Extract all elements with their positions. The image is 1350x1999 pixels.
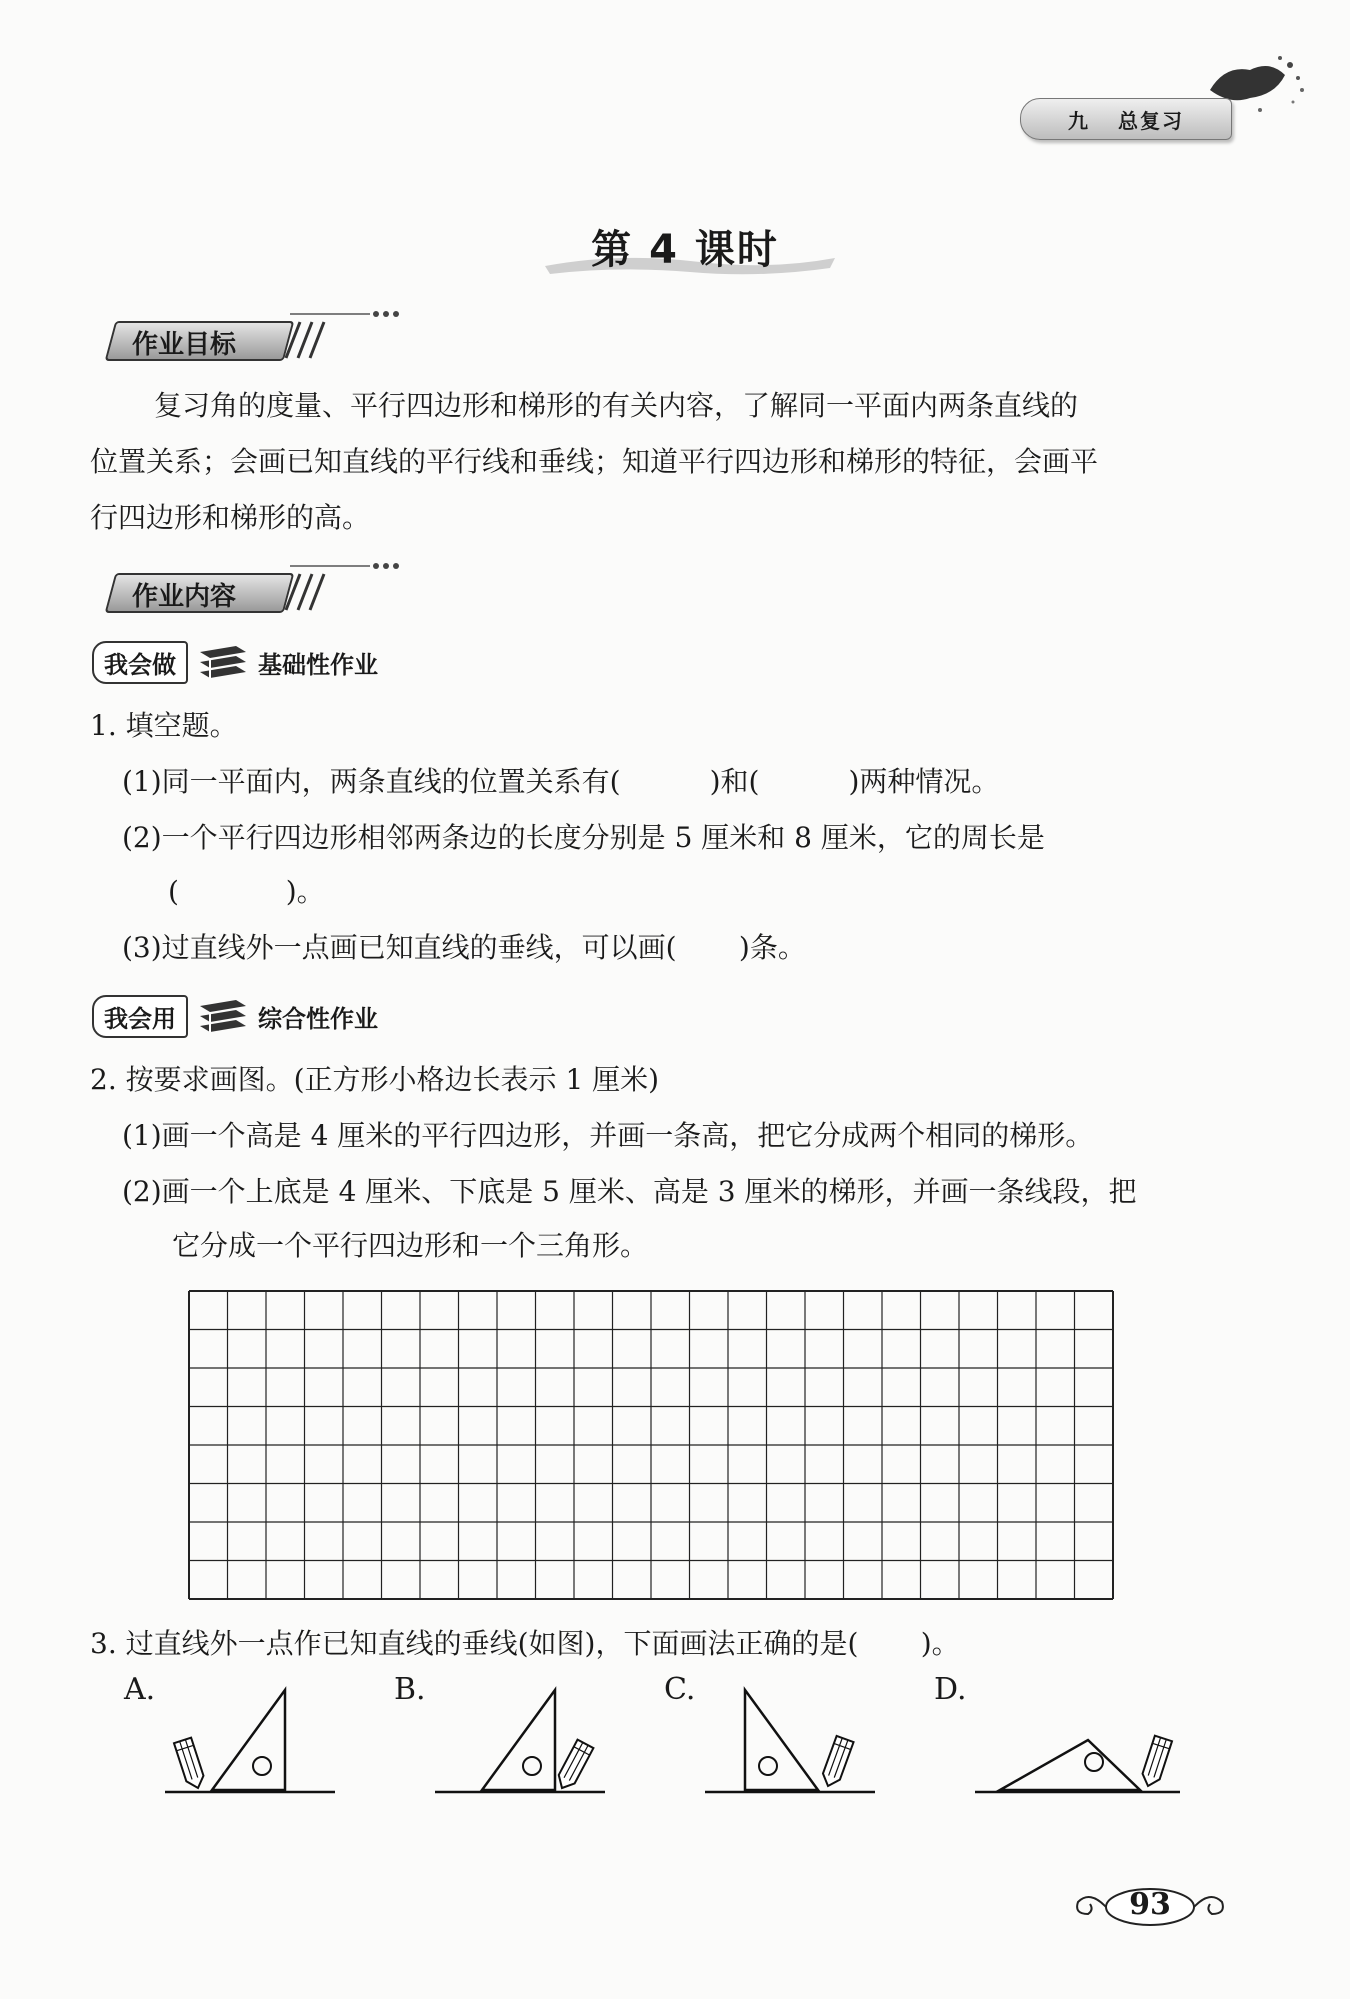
page-number: 93	[1129, 1887, 1171, 1922]
pencil-icon	[554, 1740, 593, 1793]
pencil-icon	[820, 1736, 854, 1789]
books-icon	[196, 996, 250, 1036]
question-1-item: (1)同一平面内，两条直线的位置关系有( )和( )两种情况。	[122, 765, 1000, 798]
tag-label: 我会做	[92, 641, 188, 684]
chapter-title: 总复习	[1118, 108, 1184, 133]
question-1-item: (2)一个平行四边形相邻两条边的长度分别是 5 厘米和 8 厘米，它的周长是	[122, 821, 1045, 854]
goals-line: 复习角的度量、平行四边形和梯形的有关内容，了解同一平面内两条直线的	[154, 389, 1079, 422]
tag-kind: 基础性作业	[258, 650, 378, 679]
option-c-figure[interactable]	[700, 1680, 880, 1810]
question-2-item: 它分成一个平行四边形和一个三角形。	[172, 1229, 649, 1262]
tag-kind: 综合性作业	[258, 1004, 378, 1033]
goals-paragraph	[90, 378, 1210, 546]
drawing-grid[interactable]	[188, 1290, 1118, 1600]
question-1-item: (3)过直线外一点画已知直线的垂线，可以画( )条。	[122, 931, 806, 964]
option-b-figure[interactable]	[430, 1680, 610, 1810]
question-1-item: ( )。	[168, 875, 325, 908]
option-a-label: A.	[124, 1672, 156, 1707]
subsection-tag-applied	[92, 994, 378, 1038]
section-header-content	[90, 568, 330, 616]
question-1-title: 1. 填空题。	[90, 709, 238, 742]
subsection-tag-basic	[92, 640, 378, 684]
option-b-label: B.	[394, 1672, 426, 1707]
tag-label: 我会用	[92, 995, 188, 1038]
option-d-figure[interactable]	[970, 1680, 1190, 1810]
question-2-title: 2. 按要求画图。(正方形小格边长表示 1 厘米)	[90, 1063, 660, 1096]
books-icon	[196, 642, 250, 682]
goals-line: 行四边形和梯形的高。	[90, 501, 371, 534]
pencil-icon	[1139, 1736, 1172, 1789]
option-d-label: D.	[934, 1672, 967, 1707]
question-3-title: 3. 过直线外一点作已知直线的垂线(如图)，下面画法正确的是( )。	[90, 1627, 960, 1660]
section-header-goals	[90, 316, 330, 364]
question-2-item: (1)画一个高是 4 厘米的平行四边形，并画一条高，把它分成两个相同的梯形。	[122, 1119, 1094, 1152]
option-a-figure[interactable]	[160, 1680, 340, 1810]
section-heading-goals: 作业目标	[132, 330, 237, 360]
chapter-number: 九	[1068, 108, 1090, 133]
section-heading-content: 作业内容	[132, 582, 237, 612]
goals-line: 位置关系；会画已知直线的平行线和垂线；知道平行四边形和梯形的特征，会画平	[90, 445, 1099, 478]
chapter-tab	[1020, 98, 1232, 140]
question-2-item: (2)画一个上底是 4 厘米、下底是 5 厘米、高是 3 厘米的梯形，并画一条线段，把	[122, 1175, 1137, 1208]
lesson-title: 第 4 课时	[591, 227, 779, 273]
option-c-label: C.	[664, 1672, 696, 1707]
pencil-icon	[174, 1738, 207, 1791]
